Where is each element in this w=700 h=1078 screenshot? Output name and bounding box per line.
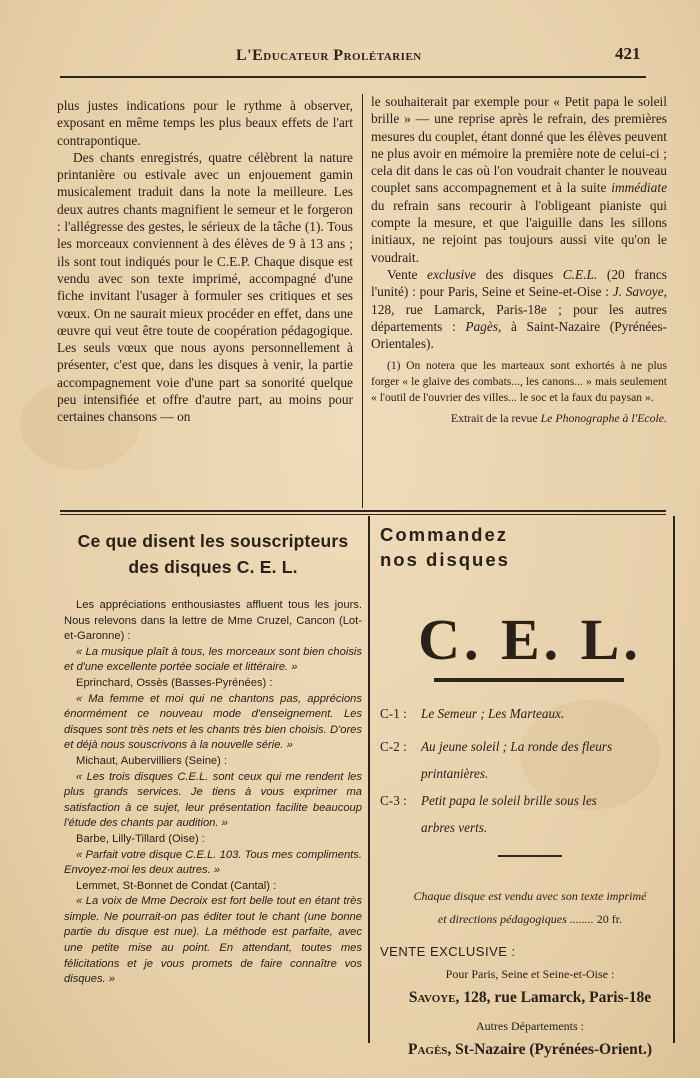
article-paragraph: le souhaiterait par exemple pour « Petit papa le soleil brille » — une reprise après le refrain, des premières mesures du couplet, étant donné que les élèves peuvent ne plus avoir en mémoire la première note de celui-ci ; cela dit dans le cas où l'on voudrait chanter le nouveau couplet sans accompagnement et à la suite immédiate du refrain sans recourir à l'obligeant pianiste qui compte la mesure, et que l'aiguille dans les sillons initiaux, ne rejoint pas toujours aussi vite qu'on le voudrait. xyxy=(371,94,668,265)
exclusive-sale-label: VENTE EXCLUSIVE : xyxy=(380,943,516,959)
savoye-address: Savoye, 128, rue Lamarck, Paris-18e xyxy=(408,988,652,1006)
page-number: 421 xyxy=(615,44,641,63)
subscribers-section xyxy=(64,528,362,988)
order-heading: Commandez nos disques xyxy=(380,524,510,570)
title-rule xyxy=(434,678,624,682)
testimonial-quote: « Parfait votre disque C.E.L. 103. Tous mes compliments. Envoyez-moi les deux autres. » xyxy=(64,848,362,877)
testimonial-author: Michaut, Aubervilliers (Seine) : xyxy=(76,754,228,767)
subscribers-heading: Ce que disent les souscripteurs des disques C. E. L. xyxy=(77,531,349,577)
article-paragraph: plus justes indications pour le rythme à observer, exposant en même temps les plus beaux effets de l'art contrapontique. xyxy=(57,98,353,148)
disc-item: C-3 : Petit papa le soleil brille sous les xyxy=(380,793,597,808)
article-right-column xyxy=(371,93,667,426)
intro-text: Les appréciations enthousiastes affluent tous les jours. Nous relevons dans la lettre de Mme Cruzel, Cancon (Lot-et-Garonne) : xyxy=(64,599,362,643)
column-divider xyxy=(362,94,363,508)
cel-logo-text: C. E. L. xyxy=(418,607,642,672)
pages-address: Pagès, St-Nazaire (Pyrénées-Orient.) xyxy=(407,1040,653,1058)
box-divider xyxy=(368,516,370,1043)
testimonial-author: Lemmet, St-Bonnet de Condat (Cantal) : xyxy=(76,879,277,892)
article-paragraph: Des chants enregistrés, quatre célèbrent la nature printanière ou estivale avec un enjouement gamin musicalement traduit dans la note la meilleure. Les deux autres chants magnifient le semeur et le forgeron : l'allégresse des gestes, le sérieux de la tâche (1). Tous les morceaux conviennent à des élèves de 9 à 13 ans ; ils sont tout indiqués pour le C.E.P. Chaque disque est vendu avec son texte imprimé, accompagné d'une fiche invitant l'usager à formuler ses critiques et ses vœux. On ne saurait mieux procéder en effet, dans une œuvre qui veut être toute de coopération pédagogique. Les seuls vœux que nous ayons personnellement à présenter, c'est que, dans les disques à venir, la partie accompagnement voie d'une part sa sonorité quelque peu intensifiée et offre d'autre part, au moins pour certaines chansons — on xyxy=(57,149,353,425)
subscribers-body xyxy=(64,598,362,988)
testimonial-author: Barbe, Lilly-Tillard (Oise) : xyxy=(76,832,205,845)
section-rule xyxy=(60,514,666,515)
header-rule xyxy=(60,76,646,78)
testimonial-quote: « Ma femme et moi qui ne chantons pas, apprécions énormément ce nouveau mode d'enseignement. Les disques sont très nets et les chants très bien choisis. D'ores et déjà nous souscrivons à la nouvelle série. » xyxy=(64,692,362,752)
short-rule xyxy=(498,855,562,857)
testimonial-author: Eprinchard, Ossès (Basses-Pyrénées) : xyxy=(76,676,273,689)
disc-list: C-1 : Le Semeur ; Les Marteaux. C-2 : Au jeune soleil ; La ronde des fleurs printanières. C-3 : Petit papa le soleil brille sous les arbres verts. xyxy=(380,700,680,841)
disc-item: C-2 : Au jeune soleil ; La ronde des fleurs xyxy=(380,739,613,754)
journal-title: L'Educateur Prolétarien xyxy=(236,47,422,64)
sale-note: Chaque disque est vendu avec son texte imprimé et directions pédagogiques ........ 20 fr. xyxy=(413,888,647,926)
testimonial-quote: « La musique plaît à tous, les morceaux sont bien choisis et d'une excellente portée sociale et littéraire. » xyxy=(64,645,362,674)
testimonial-quote: « La voix de Mme Decroix est fort belle tout en étant très simple. Ne pourrait-on pas éditer tout le chant (une bonne partie du disque est nue). La méthode est parfaite, avec une petite mise au point. En attendant, toutes mes félicitations et je vous promets de faire connaître vos disques. » xyxy=(64,895,362,986)
footnote: (1) On notera que les marteaux sont exhortés à ne plus forger « le glaive des combats..., les canons... » mais seulement « l'outil de l'ouvrier des villes... le soc et la faux du paysan ». xyxy=(371,359,667,405)
testimonial-quote: « Les trois disques C.E.L. sont ceux qui me rendent les plus grands services. Je tiens à vous exprimer ma satisfaction à ce sujet, leur présentation facilite beaucoup l'étude des chants par audition. » xyxy=(64,770,362,830)
source-credit: Extrait de la revue Le Phonographe à l'Ecole. xyxy=(450,411,667,426)
other-departments-label: Autres Départements : xyxy=(476,1018,584,1033)
sales-paragraph: Vente exclusive des disques C.E.L. (20 francs l'unité) : pour Paris, Seine et Seine-et-Oise : J. Savoye, 128, rue Lamarck, Paris-18e ; pour les autres départements : Pagès, à Saint-Nazaire (Pyrénées-Orientales). xyxy=(371,266,667,352)
article-left-column xyxy=(57,97,353,426)
paris-label: Pour Paris, Seine et Seine-et-Oise : xyxy=(445,966,615,981)
order-advert xyxy=(380,522,680,1063)
disc-item: C-1 : Le Semeur ; Les Marteaux. xyxy=(380,706,565,721)
section-rule xyxy=(60,510,666,512)
